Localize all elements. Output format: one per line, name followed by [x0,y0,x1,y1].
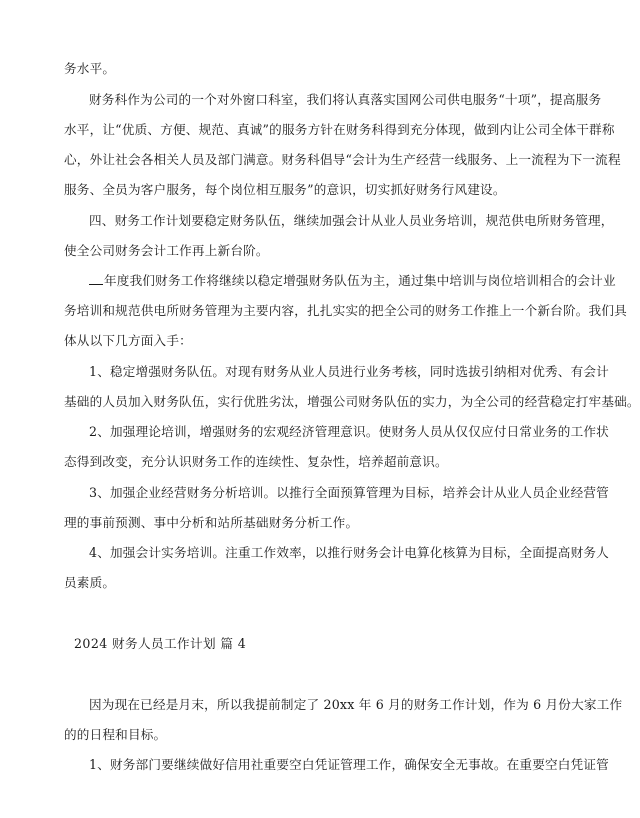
paragraph-line: 财务科作为公司的一个对外窗口科室，我们将认真落实国网公司供电服务“十项”，提高服务 [89,92,602,107]
section-heading: 2024 财务人员工作计划 篇 4 [74,636,247,651]
paragraph-line: 1、稳定增强财务队伍。对现有财务从业人员进行业务考核，同时选拔引纳相对优秀、有会计 [89,364,609,379]
paragraph-line: 心，外让社会各相关人员及部门满意。财务科倡导“会计为生产经营一线服务、上一流程为下一流程 [64,152,621,167]
paragraph-line: 的的日程和目标。 [64,727,167,742]
paragraph-line: 态得到改变，充分认识财务工作的连续性、复杂性，培养超前意识。 [64,454,448,469]
paragraph-line: 水平，让“优质、方便、规范、真诚”的服务方针在财务科得到充分体现，做到内让公司全体干群称 [64,122,615,137]
paragraph-line-with-blank [89,273,616,289]
paragraph-line: 服务、全员为客户服务，每个岗位相互服务”的意识，切实抓好财务行风建设。 [64,182,506,197]
paragraph-line: 因为现在已经是月末，所以我提前制定了 20xx 年 6 月的财务工作计划，作为 6 月份大家工作 [89,697,623,712]
paragraph-line: 1、财务部门要继续做好信用社重要空白凭证管理工作，确保安全无事故。在重要空白凭证管 [89,757,609,772]
paragraph-continuation: 务水平。 [64,61,116,76]
paragraph-line: 四、财务工作计划要稳定财务队伍，继续加强会计从业人员业务培训，规范供电所财务管理， [89,213,614,228]
fill-in-blank [89,273,103,285]
paragraph-line: 使全公司财务会计工作再上新台阶。 [64,243,269,258]
paragraph-line: 务培训和规范供电所财务管理为主要内容，扎扎实实的把全公司的财务工作推上一个新台阶。我们具 [64,303,627,318]
paragraph-line: 2、加强理论培训，增强财务的宏观经济管理意识。使财务人员从仅仅应付日常业务的工作状 [89,424,609,439]
paragraph-line: 理的事前预测、事中分析和站所基础财务分析工作。 [64,515,359,530]
paragraph-line: 员素质。 [64,575,116,590]
paragraph-text: 年度我们财务工作将继续以稳定增强财务队伍为主，通过集中培训与岗位培训相合的会计业 [104,273,616,288]
paragraph-line: 体从以下几方面入手： [64,333,192,348]
paragraph-line: 3、加强企业经营财务分析培训。以推行全面预算管理为目标，培养会计从业人员企业经营管 [89,485,609,500]
paragraph-line: 4、加强会计实务培训。注重工作效率，以推行财务会计电算化核算为目标，全面提高财务人 [89,545,609,560]
paragraph-line: 基础的人员加入财务队伍，实行优胜劣汰，增强公司财务队伍的实力，为全公司的经营稳定打牢基础。 [64,394,640,409]
